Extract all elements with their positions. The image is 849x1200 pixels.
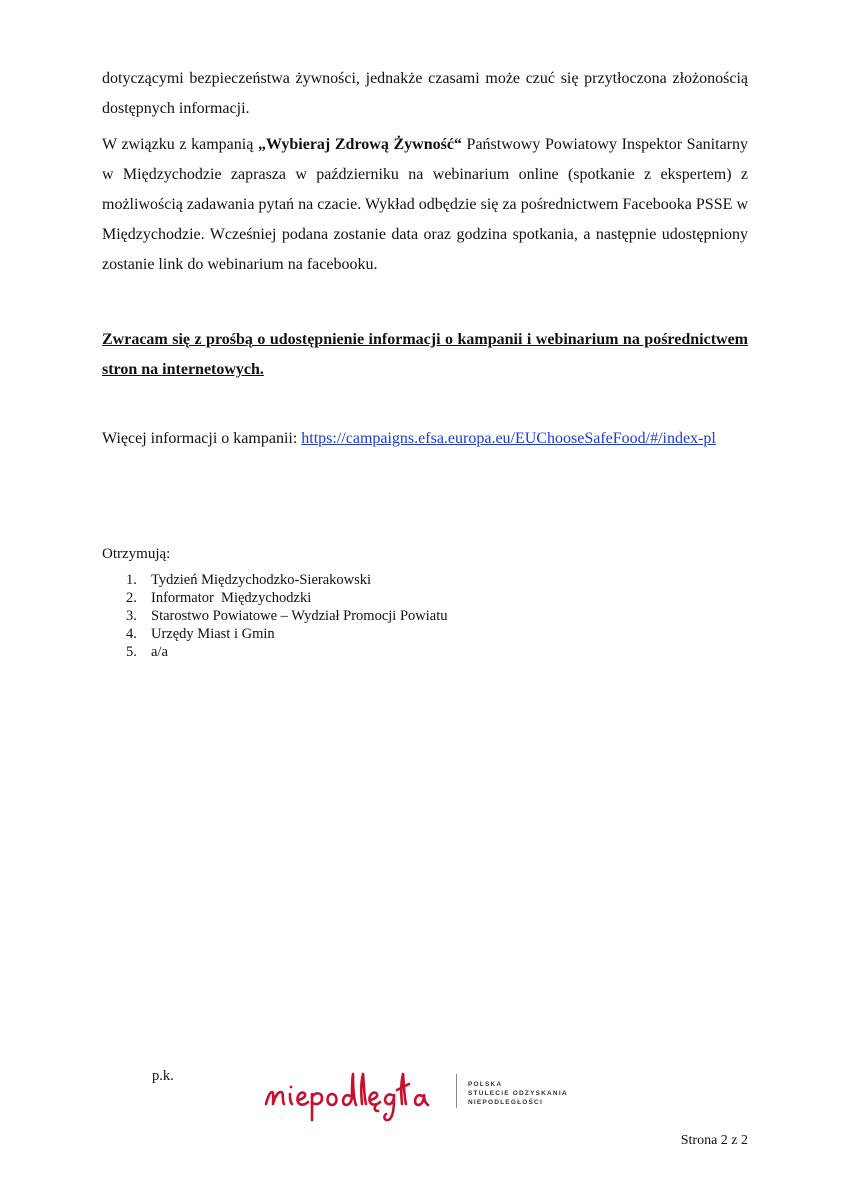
list-item-number: 3. bbox=[126, 608, 137, 624]
logo-caption bbox=[468, 1080, 568, 1107]
paragraph-request: Zwracam się z prośbą o udostępnienie informacji o kampanii i webinarium na pośrednictwem stron na internetowych. bbox=[102, 331, 748, 378]
list-item bbox=[126, 589, 448, 607]
campaign-link[interactable]: https://campaigns.efsa.europa.eu/EUChooseSafeFood/#/index-pl bbox=[301, 430, 716, 447]
list-item-number: 1. bbox=[126, 572, 137, 588]
niepodlegla-script-icon bbox=[262, 1062, 448, 1124]
niepodlegla-logo bbox=[262, 1062, 572, 1124]
list-item-text: Informator Międzychodzki bbox=[151, 590, 312, 606]
list-item bbox=[126, 625, 448, 643]
campaign-name: „Wybieraj Zdrową Żywność“ bbox=[257, 136, 462, 153]
logo-divider bbox=[456, 1074, 457, 1108]
list-item-text: a/a bbox=[151, 644, 168, 660]
logo-caption-line2: STULECIE ODZYSKANIA bbox=[468, 1090, 568, 1097]
list-item-text: Tydzień Międzychodzko-Sierakowski bbox=[151, 572, 372, 588]
recipients-label: Otrzymują: bbox=[102, 546, 171, 562]
list-item-number: 5. bbox=[126, 644, 137, 660]
list-item-text: Urzędy Miast i Gmin bbox=[151, 626, 275, 642]
signature-pk: p.k. bbox=[152, 1068, 174, 1084]
paragraph-campaign-info bbox=[102, 130, 748, 280]
logo-caption-line1: POLSKA bbox=[468, 1081, 503, 1088]
list-item-number: 4. bbox=[126, 626, 137, 642]
recipients-list bbox=[126, 571, 448, 661]
list-item bbox=[126, 643, 448, 661]
campaign-info-body: Państwowy Powiatowy Inspektor Sanitarny w Międzychodzie zaprasza w październiku na webinarium online (spotkanie z ekspertem) z możliwością zadawania pytań na czacie. Wykład odbędzie się za pośrednictwem Facebooka PSSE w Międzychodzie. Wcześniej podana zostanie data oraz godzina spotkania, a następnie udostępniony zostanie link do webinarium na facebooku. bbox=[102, 136, 749, 273]
list-item bbox=[126, 607, 448, 625]
logo-caption-line3: NIEPODLEGŁOŚCI bbox=[468, 1099, 543, 1106]
paragraph-intro-continuation: dotyczącymi bezpieczeństwa żywności, jednakże czasami może czuć się przytłoczona złożonością dostępnych informacji. bbox=[102, 70, 748, 117]
list-item-text: Starostwo Powiatowe – Wydział Promocji Powiatu bbox=[151, 608, 448, 624]
list-item bbox=[126, 571, 448, 589]
list-item-number: 2. bbox=[126, 590, 137, 606]
campaign-info-lead: W związku z kampanią bbox=[102, 136, 258, 153]
paragraph-more-info bbox=[102, 424, 748, 454]
more-info-label: Więcej informacji o kampanii: bbox=[102, 430, 302, 447]
page-number: Strona 2 z 2 bbox=[680, 1133, 748, 1148]
